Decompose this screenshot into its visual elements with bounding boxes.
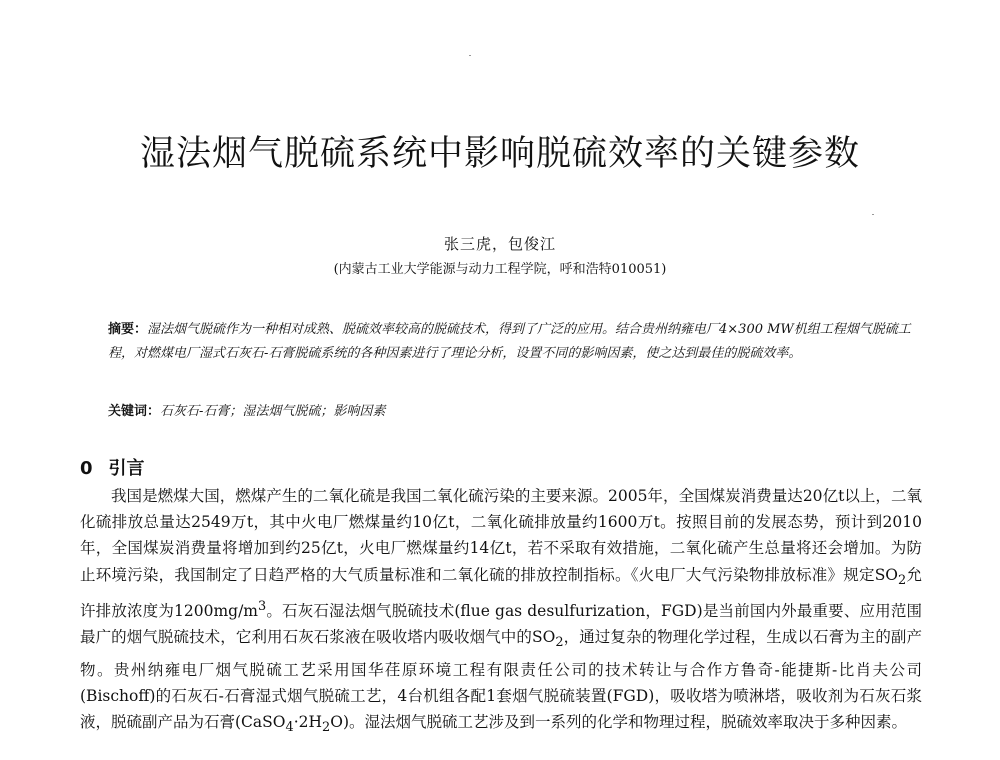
paper-authors: 张三虎，包俊江 — [443, 235, 556, 253]
body-text-6: O)。湿法烟气脱硫工艺涉及到一系列的化学和物理过程，脱硫效率取决于多种因素。 — [330, 712, 907, 731]
scan-speck-top — [469, 55, 471, 56]
keywords-label: 关键词： — [108, 404, 161, 419]
body-paragraph — [80, 483, 922, 741]
abstract — [108, 318, 928, 366]
keywords-text: 石灰石-石膏；湿法烟气脱硫；影响因素 — [160, 404, 386, 419]
superscript-m3: 3 — [258, 598, 267, 614]
subscript-so2-b: 2 — [555, 635, 564, 651]
author-affiliation: (内蒙古工业大学能源与动力工程学院，呼和浩特010051) — [333, 262, 667, 277]
abstract-text: 湿法烟气脱硫作为一种相对成熟、脱硫效率较高的脱硫技术，得到了广泛的应用。结合贵州纳雍电厂4×300 MW机组工程烟气脱硫工程，对燃煤电厂湿式石灰石-石膏脱硫系统的各种因素进行了理论分析，设置不同的影响因素，使之达到最佳的脱硫效率。 — [108, 322, 911, 361]
subscript-h2o: 2 — [322, 720, 331, 736]
body-text-4: ，通过复杂的物理化学过程，生成以石膏为主的副产物。贵州纳雍电厂烟气脱硫工艺采用国华荏原环境工程有限责任公司的技术转让与合作方鲁奇-能捷斯-比肖夫公司(Bischoff)的石灰石-石膏湿式烟气脱硫工艺，4台机组各配1套烟气脱硫装置(FGD)，吸收塔为喷淋塔，吸收剂为石灰石浆液，脱硫副产品为石膏(CaSO — [80, 628, 922, 731]
section-title: 引言 — [108, 458, 145, 479]
body-text-5: ·2H — [293, 712, 323, 731]
subscript-so2-a: 2 — [898, 572, 907, 588]
abstract-label: 摘要： — [108, 322, 148, 337]
scan-speck-right — [872, 214, 874, 215]
keywords — [108, 402, 928, 422]
paper-title: 湿法烟气脱硫系统中影响脱硫效率的关键参数 — [139, 134, 860, 174]
subscript-caso4: 4 — [285, 720, 294, 736]
body-text-3: 。石灰石湿法烟气脱硫技术(flue gas desulfurization，FGD)是当前国内外最重要、应用范围最广的烟气脱硫技术，它利用石灰石浆液在吸收塔内吸收烟气中的SO — [80, 602, 922, 647]
body-text-1: 我国是燃煤大国，燃煤产生的二氧化硫是我国二氧化硫污染的主要来源。2005年，全国煤炭消费量达20亿t以上，二氧化硫排放总量达2549万t，其中火电厂燃煤量约10亿t，二氧化硫排放量约1600万t。按照目前的发展态势，预计到2010年，全国煤炭消费量将增加到约25亿t，火电厂燃煤量约14亿t，若不采取有效措施，二氧化硫产生总量将还会增加。为防止环境污染，我国制定了日趋严格的大气质量标准和二氧化硫的排放控制指标。《火电厂大气污染物排放标准》规定SO — [80, 487, 922, 584]
section-number: 0 — [80, 458, 93, 479]
section-heading — [80, 454, 145, 480]
body-text-2: 允许排放浓度为1200mg/m — [80, 565, 922, 621]
